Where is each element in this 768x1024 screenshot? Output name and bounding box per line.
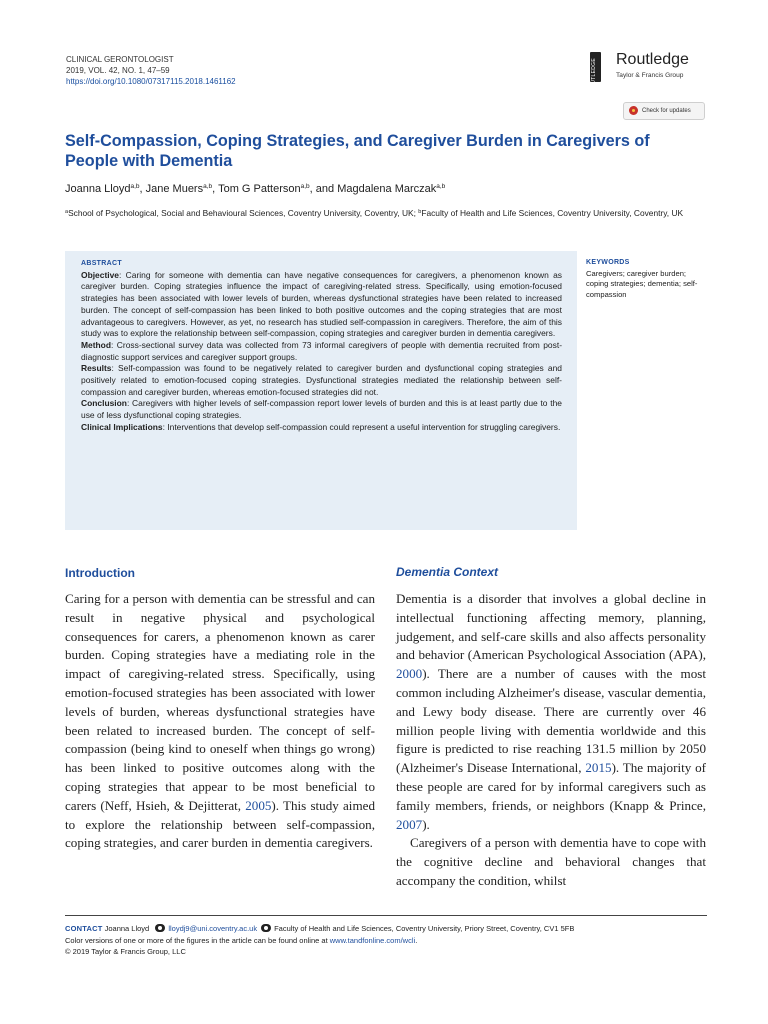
crossmark-icon bbox=[629, 106, 638, 115]
journal-name: CLINICAL GERONTOLOGIST bbox=[66, 55, 174, 64]
check-for-updates-button[interactable] bbox=[623, 102, 705, 120]
introduction-heading: Introduction bbox=[65, 566, 135, 580]
email-icon bbox=[155, 924, 165, 932]
doi-link[interactable]: https://doi.org/10.1080/07317115.2018.1461162 bbox=[66, 77, 236, 86]
abstract-results: Results: Self-compassion was found to be negatively related to caregiver burden and dysfunctional coping strategies and positively related to emotion-focused coping strategies. Dysfunctional strategies mediated the relationship between self-compassion and caregiver burden, whereas emotion-focused strategies did not. bbox=[81, 363, 562, 397]
introduction-body: Caring for a person with dementia can be stressful and can result in negative physical and psychological consequences for carers, a phenomenon known as carer burden. Coping strategies have a mediating role in the impact of caregiving-related stress. Specifically, using emotion-focused strategies has been associated with lower levels of burden, whereas dysfunctional strategies have been related to increased burden. The concept of self-compassion (being kind to oneself when things go wrong) has been linked to positive outcomes along with the coping strategies that appear to be most beneficial to carers (Neff, Hsieh, & Dejitterat, 2005). This study aimed to explore the relationship between self-compassion, coping strategies, and carer burden in dementia caregivers. bbox=[65, 591, 375, 851]
keywords-list: Caregivers; caregiver burden; coping strategies; dementia; self-compassion bbox=[586, 268, 698, 299]
affiliations: $^a$School of Psychological, Social and Behavioural Sciences, Coventry University, Coventry, UK; $^b$Faculty of Health and Life Sciences, Coventry University, Coventry, UK bbox=[65, 208, 684, 218]
author[interactable]: Joanna Lloyd bbox=[65, 183, 131, 195]
dementia-context-body bbox=[396, 590, 706, 891]
abstract bbox=[81, 258, 562, 434]
article-title: Self-Compassion, Coping Strategies, and Caregiver Burden in Caregivers of People with Dementia bbox=[65, 132, 650, 170]
affiliation-b: Faculty of Health and Life Sciences, Coventry University, Coventry, UK bbox=[421, 208, 684, 218]
affiliation-a: School of Psychological, Social and Behavioural Sciences, Coventry University, Coventry, UK; bbox=[68, 208, 419, 218]
abstract-clinical-implications: Clinical Implications: Interventions that develop self-compassion could represent a useful intervention for struggling caregivers. bbox=[81, 421, 561, 432]
author[interactable]: Magdalena Marczak bbox=[337, 183, 437, 195]
keywords bbox=[586, 258, 706, 300]
copyright: © 2019 Taylor & Francis Group, LLC bbox=[65, 947, 186, 956]
footer-divider bbox=[65, 915, 707, 916]
abstract-method: Method: Cross-sectional survey data was collected from 73 informal caregivers of people with dementia recruited from post-diagnostic support services and caregiver support groups. bbox=[81, 339, 562, 362]
citation-link[interactable]: 2005 bbox=[245, 797, 272, 813]
contact-address: Faculty of Health and Life Sciences, Coventry University, Priory Street, Coventry, CV1 5FB bbox=[274, 924, 575, 933]
email-link[interactable]: lloydj9@uni.coventry.ac.uk bbox=[168, 924, 258, 933]
journal-header bbox=[66, 54, 236, 87]
abstract-objective: Objective: Caring for someone with dementia can have negative consequences for caregivers, a phenomenon known as caregiver burden. Coping strategies influence the impact of caregiving-related stress. Specifically, using emotion-focused strategies has been associated with lower levels of burden, whereas dysfunctional strategies have been related to increased burden. The concept of self-compassion has been linked to both positive outcomes and the coping strategies that are most advantageous to caregivers. However, as yet, no research has studied self-compassion in caregivers. Therefore, the aim of this study was to explore the relationship between self-compassion, coping strategies and caregiver burden in dementia caregivers. bbox=[81, 269, 562, 339]
keywords-heading: KEYWORDS bbox=[586, 259, 630, 266]
publisher-group: Taylor & Francis Group bbox=[616, 72, 684, 79]
check-for-updates-label: Check for updates bbox=[642, 108, 691, 114]
contact-label: CONTACT bbox=[65, 924, 103, 933]
address-icon bbox=[261, 924, 271, 932]
publisher-logo bbox=[590, 50, 710, 92]
author[interactable]: Jane Muers bbox=[145, 183, 204, 195]
journal-website-link[interactable]: www.tandfonline.com/wcli bbox=[329, 935, 416, 945]
footer bbox=[65, 923, 715, 958]
citation-link[interactable]: 2007 bbox=[396, 816, 423, 832]
author[interactable]: Tom G Patterson bbox=[218, 183, 301, 195]
author-list: Joanna Lloyd$^{a,b}$, Jane Muers$^{a,b}$, Tom G Patterson$^{a,b}$, and Magdalena Marczak$^{a,b}$ bbox=[65, 183, 446, 195]
abstract-conclusion: Conclusion: Caregivers with higher levels of self-compassion report lower levels of burden and this is at least partly due to the use of less dysfunctional coping strategies. bbox=[81, 398, 562, 421]
citation-link[interactable]: 2000 bbox=[396, 666, 423, 682]
color-note: Color versions of one or more of the figures in the article can be found online at www.tandfonline.com/wcli. bbox=[65, 935, 418, 945]
paragraph: Caregivers of a person with dementia have to cope with the cognitive decline and behavioral changes that accompany the condition, whilst bbox=[396, 835, 706, 888]
contact-line: CONTACT Joanna Lloyd lloydj9@uni.coventry.ac.uk Faculty of Health and Life Sciences, Coventry University, Priory Street, Coventry, CV1 5FB bbox=[65, 924, 575, 933]
publisher-name: Routledge bbox=[616, 51, 689, 68]
paragraph: Dementia is a disorder that involves a global decline in intellectual functioning affecting memory, planning, judgement, and self-care skills and also affects personality and behavior (American Psychological Association (APA), 2000). There are a number of causes with the most common including Alzheimer's disease, vascular dementia, and Lewy body disease. There are currently over 46 million people living with dementia worldwide and this figure is predicted to rise reaching 131.5 million by 2050 (Alzheimer's Disease International, 2015). The majority of these people are cared for by informal caregivers such as family members, friends, or neighbors (Knapp & Prince, 2007). bbox=[396, 591, 706, 832]
abstract-heading: ABSTRACT bbox=[81, 260, 122, 267]
routledge-mark-icon: ROUTLEDGE bbox=[590, 52, 601, 82]
citation-link[interactable]: 2015 bbox=[585, 760, 612, 776]
journal-issue: 2019, VOL. 42, NO. 1, 47–59 bbox=[66, 66, 170, 75]
dementia-context-heading: Dementia Context bbox=[396, 565, 499, 579]
